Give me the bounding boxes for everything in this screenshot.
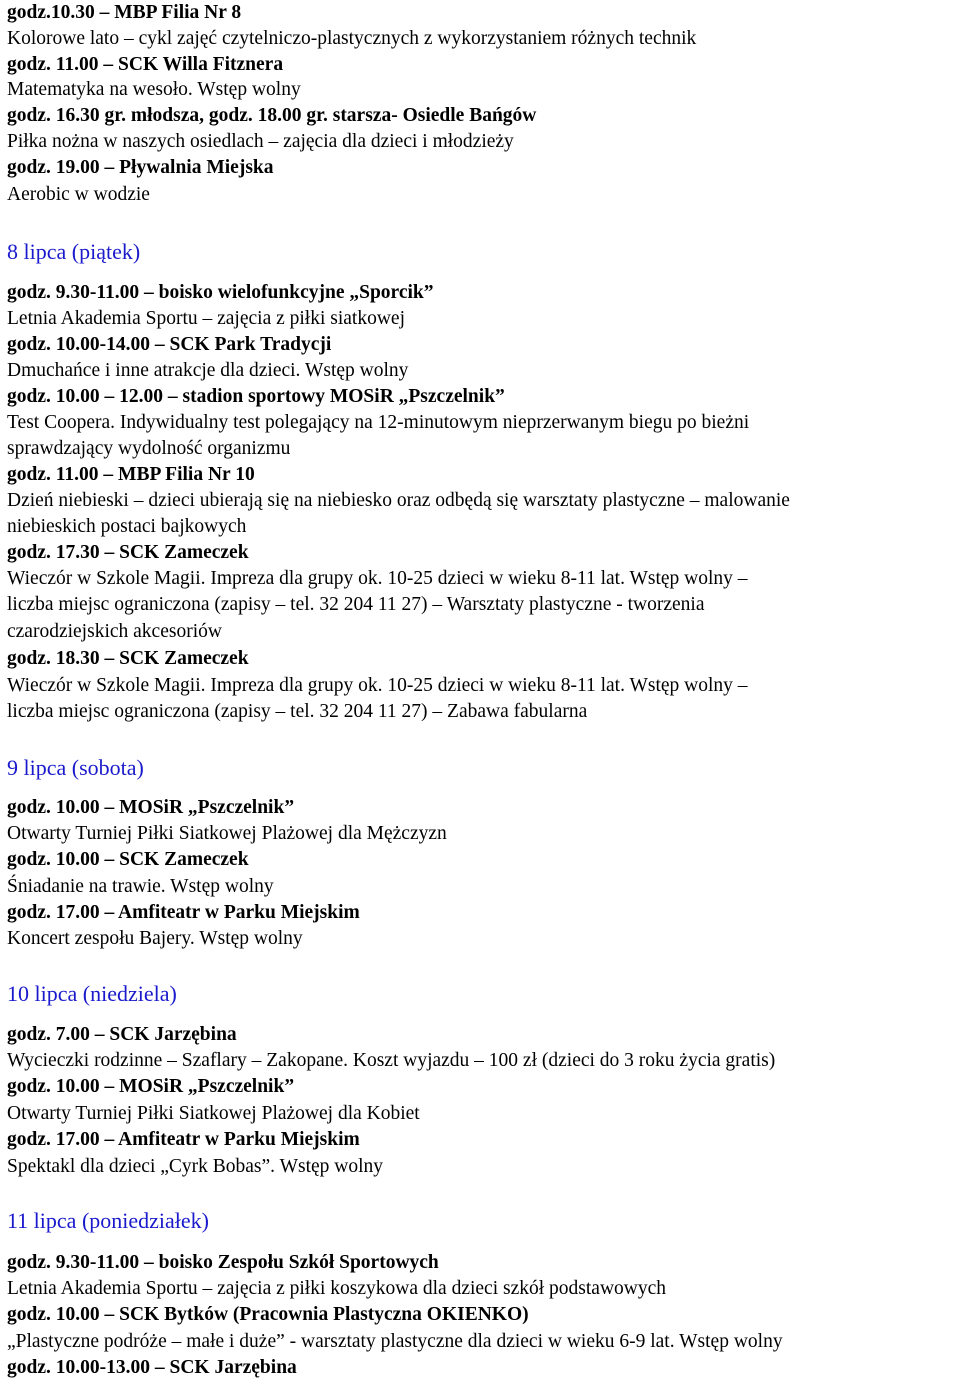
day-heading: 9 lipca (sobota) (7, 755, 144, 780)
event-time-venue: godz. 9.30-11.00 – boisko wielofunkcyjne „Sporcik” (7, 282, 434, 303)
event-description: Letnia Akademia Sportu – zajęcia z piłki koszykowa dla dzieci szkół podstawowych (7, 1278, 667, 1299)
event-description: Koncert zespołu Bajery. Wstęp wolny (7, 928, 303, 949)
event-description: Test Coopera. Indywidualny test polegający na 12-minutowym nieprzerwanym biegu po bieżni (7, 412, 750, 433)
event-time-venue: godz. 10.00 – 12.00 – stadion sportowy MOSiR „Pszczelnik” (7, 386, 505, 407)
event-time-venue: godz. 9.30-11.00 – boisko Zespołu Szkół Sportowych (7, 1252, 439, 1273)
event-description: Aerobic w wodzie (7, 184, 150, 205)
event-time-venue: godz. 10.00 – SCK Bytków (Pracownia Plastyczna OKIENKO) (7, 1304, 529, 1325)
event-time-venue: godz. 17.00 – Amfiteatr w Parku Miejskim (7, 1129, 360, 1150)
event-description: Otwarty Turniej Piłki Siatkowej Plażowej dla Kobiet (7, 1103, 420, 1124)
event-description: sprawdzający wydolność organizmu (7, 438, 291, 459)
event-description: Dzień niebieski – dzieci ubierają się na niebiesko oraz odbędą się warsztaty plastyczne – malowanie (7, 490, 790, 511)
event-description: Spektakl dla dzieci „Cyrk Bobas”. Wstęp wolny (7, 1156, 384, 1177)
event-description: Dmuchańce i inne atrakcje dla dzieci. Wstęp wolny (7, 360, 409, 381)
event-time-venue: godz. 19.00 – Pływalnia Miejska (7, 157, 274, 178)
event-description: Otwarty Turniej Piłki Siatkowej Plażowej dla Mężczyzn (7, 823, 447, 844)
day-heading: 8 lipca (piątek) (7, 239, 141, 264)
event-time-venue: godz. 10.00-13.00 – SCK Jarzębina (7, 1357, 297, 1378)
event-description: Wieczór w Szkole Magii. Impreza dla grupy ok. 10-25 dzieci w wieku 8-11 lat. Wstęp wolny – (7, 568, 748, 589)
event-description: czarodziejskich akcesoriów (7, 621, 222, 642)
event-time-venue: godz. 17.00 – Amfiteatr w Parku Miejskim (7, 902, 360, 923)
event-description: liczba miejsc ograniczona (zapisy – tel. 32 204 11 27) – Zabawa fabularna (7, 701, 588, 722)
event-time-venue: godz. 11.00 – SCK Willa Fitznera (7, 54, 284, 75)
event-description: Kolorowe lato – cykl zajęć czytelniczo-plastycznych z wykorzystaniem różnych technik (7, 28, 697, 49)
day-heading: 10 lipca (niedziela) (7, 981, 177, 1006)
event-description: Matematyka na wesoło. Wstęp wolny (7, 79, 301, 100)
event-description: Śniadanie na trawie. Wstęp wolny (7, 876, 274, 897)
event-time-venue: godz. 10.00 – SCK Zameczek (7, 849, 249, 870)
event-description: Wycieczki rodzinne – Szaflary – Zakopane. Koszt wyjazdu – 100 zł (dzieci do 3 roku życia gratis) (7, 1050, 776, 1071)
event-description: Wieczór w Szkole Magii. Impreza dla grupy ok. 10-25 dzieci w wieku 8-11 lat. Wstęp wolny – (7, 675, 748, 696)
event-description: Letnia Akademia Sportu – zajęcia z piłki siatkowej (7, 308, 405, 329)
event-time-venue: godz. 17.30 – SCK Zameczek (7, 542, 249, 563)
event-time-venue: godz. 16.30 gr. młodsza, godz. 18.00 gr. starsza- Osiedle Bańgów (7, 105, 537, 126)
event-description: „Plastyczne podróże – małe i duże” - warsztaty plastyczne dla dzieci w wieku 6-9 lat. Wstęp wolny (7, 1331, 783, 1352)
event-description: Piłka nożna w naszych osiedlach – zajęcia dla dzieci i młodzieży (7, 131, 514, 152)
event-description: liczba miejsc ograniczona (zapisy – tel. 32 204 11 27) – Warsztaty plastyczne - tworzenia (7, 594, 705, 615)
event-time-venue: godz. 7.00 – SCK Jarzębina (7, 1024, 237, 1045)
event-time-venue: godz. 18.30 – SCK Zameczek (7, 648, 249, 669)
event-time-venue: godz. 10.00 – MOSiR „Pszczelnik” (7, 797, 295, 818)
day-heading: 11 lipca (poniedziałek) (7, 1208, 209, 1233)
event-time-venue: godz. 10.00 – MOSiR „Pszczelnik” (7, 1076, 295, 1097)
event-time-venue: godz.10.30 – MBP Filia Nr 8 (7, 2, 242, 23)
event-description: niebieskich postaci bajkowych (7, 516, 247, 537)
event-time-venue: godz. 11.00 – MBP Filia Nr 10 (7, 464, 255, 485)
event-time-venue: godz. 10.00-14.00 – SCK Park Tradycji (7, 334, 332, 355)
